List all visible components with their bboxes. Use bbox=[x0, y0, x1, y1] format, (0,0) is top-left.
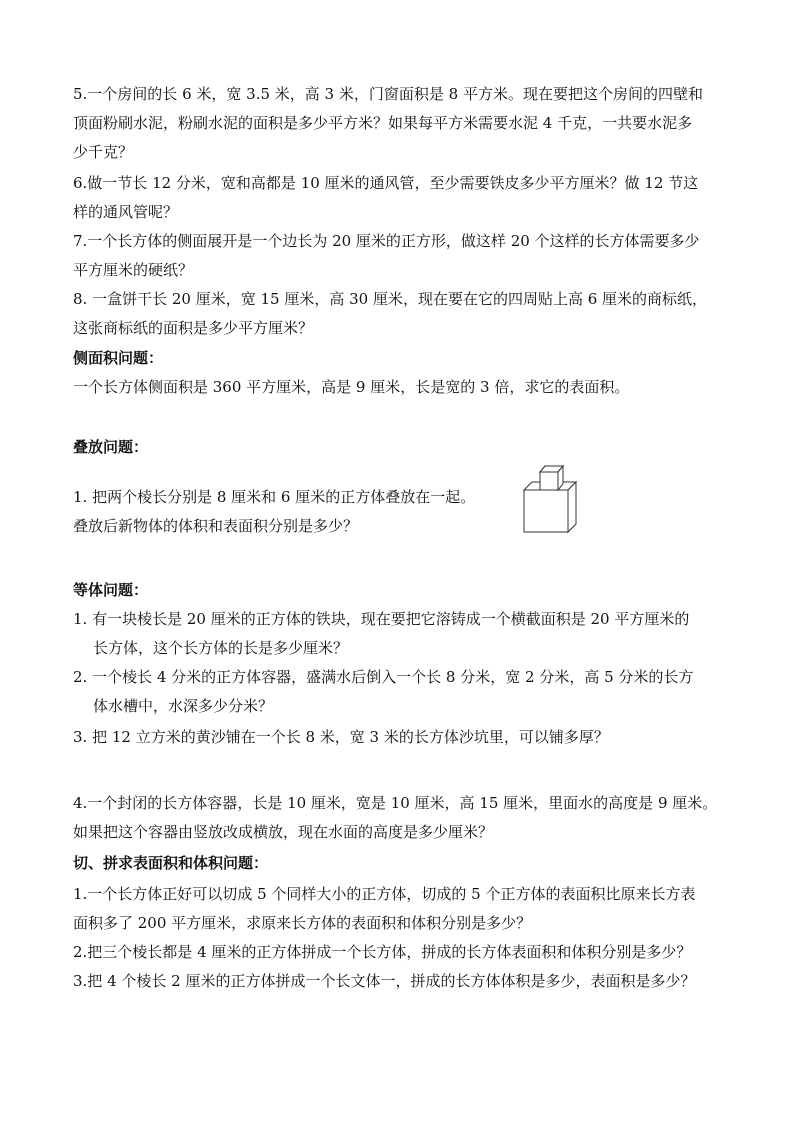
problem-7-line-1: 7.一个长方体的侧面展开是一个边长为 20 厘米的正方形，做这样 20 个这样的长方体需要多少 bbox=[73, 232, 700, 250]
problem-7-line-2: 平方厘米的硬纸？ bbox=[73, 261, 194, 279]
problem-6-line-1: 6.做一节长 12 分米，宽和高都是 10 厘米的通风管，至少需要铁皮多少平方厘米？做 12 节这 bbox=[73, 174, 699, 192]
equal-volume-q3: 3. 把 12 立方米的黄沙铺在一个长 8 米，宽 3 米的长方体沙坑里，可以铺多厚？ bbox=[73, 728, 609, 746]
problem-5-line-1: 5.一个房间的长 6 米，宽 3.5 米，高 3 米，门窗面积是 8 平方米。现在要把这个房间的四壁和 bbox=[73, 85, 703, 103]
cut-join-q3: 3.把 4 个棱长 2 厘米的正方体拼成一个长文体一，拼成的长方体体积是多少，表面积是多少？ bbox=[73, 972, 696, 990]
equal-volume-q4-line-2: 如果把这个容器由竖放改成横放，现在水面的高度是多少厘米？ bbox=[73, 823, 494, 841]
cut-join-q2: 2.把三个棱长都是 4 厘米的正方体拼成一个长方体，拼成的长方体表面积和体积分别是多少？ bbox=[73, 943, 692, 961]
cut-join-q1-line-1: 1.一个长方体正好可以切成 5 个同样大小的正方体，切成的 5 个正方体的表面积比原来长方表 bbox=[73, 885, 696, 903]
section-heading-stacking: 叠放问题： bbox=[73, 438, 149, 456]
section-heading-equal-volume: 等体问题： bbox=[73, 581, 149, 599]
equal-volume-q1-line-2: 长方体，这个长方体的长是多少厘米？ bbox=[93, 639, 349, 657]
problem-8-line-2: 这张商标纸的面积是多少平方厘米？ bbox=[73, 319, 314, 337]
equal-volume-q2-line-1: 2. 一个棱长 4 分米的正方体容器，盛满水后倒入一个长 8 分米，宽 2 分米，高 5 分米的长方 bbox=[73, 668, 694, 686]
equal-volume-q4-line-1: 4.一个封闭的长方体容器，长是 10 厘米，宽是 10 厘米，高 15 厘米，里面水的高度是 9 厘米。 bbox=[73, 794, 718, 812]
section-heading-side-area: 侧面积问题： bbox=[73, 349, 164, 367]
problem-5-line-3: 少千克？ bbox=[73, 143, 134, 161]
side-area-problem: 一个长方体侧面积是 360 平方厘米，高是 9 厘米，长是宽的 3 倍，求它的表面积。 bbox=[73, 378, 630, 396]
equal-volume-q2-line-2: 体水槽中，水深多少分米？ bbox=[93, 697, 274, 715]
section-heading-cut-join: 切、拼求表面积和体积问题： bbox=[73, 854, 269, 872]
stacked-cubes-icon bbox=[520, 462, 580, 536]
cut-join-q1-line-2: 面积多了 200 平方厘米，求原来长方体的表面积和体积分别是多少？ bbox=[73, 914, 532, 932]
equal-volume-q1-line-1: 1. 有一块棱长是 20 厘米的正方体的铁块，现在要把它溶铸成一个横截面积是 20 平方厘米的 bbox=[73, 610, 690, 628]
problem-5-line-2: 顶面粉刷水泥，粉刷水泥的面积是多少平方米？如果每平方米需要水泥 4 千克，一共要水泥多 bbox=[73, 114, 693, 132]
problem-6-line-2: 样的通风管呢？ bbox=[73, 203, 179, 221]
problem-8-line-1: 8. 一盒饼干长 20 厘米，宽 15 厘米，高 30 厘米，现在要在它的四周贴上高 6 厘米的商标纸， bbox=[73, 290, 708, 308]
stacking-problem-line-1: 1. 把两个棱长分别是 8 厘米和 6 厘米的正方体叠放在一起。 bbox=[73, 488, 476, 506]
stacking-problem-line-2: 叠放后新物体的体积和表面积分别是多少？ bbox=[73, 517, 359, 535]
